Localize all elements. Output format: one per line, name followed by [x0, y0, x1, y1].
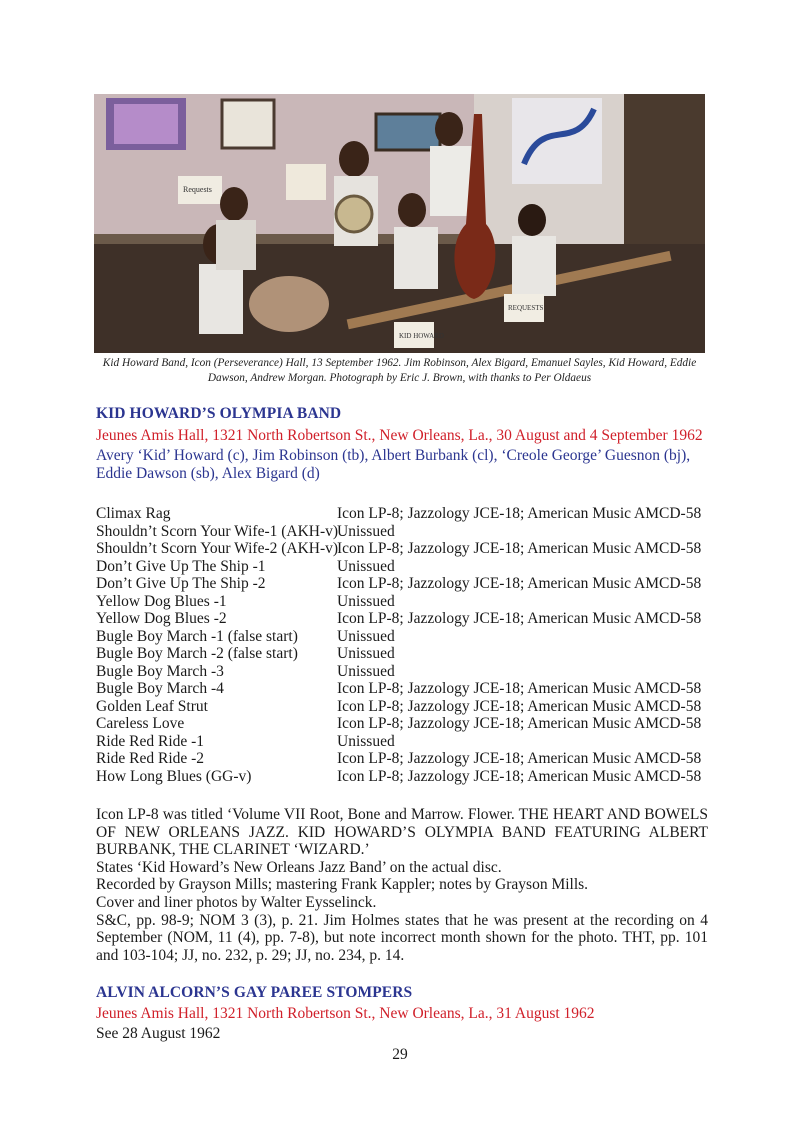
band-photo: [94, 94, 705, 353]
track-issue: Icon LP-8; Jazzology JCE-18; American Music AMCD-58: [337, 680, 702, 697]
track-issue: Unissued: [337, 662, 395, 680]
track-row: [96, 698, 716, 716]
track-title: Bugle Boy March -3: [96, 662, 224, 680]
track-title: Bugle Boy March -1 (false start): [96, 627, 298, 645]
track-row: [96, 540, 716, 558]
track-row: [96, 715, 716, 733]
cross-reference-note: See 28 August 1962: [96, 1025, 221, 1042]
track-issue: Unissued: [337, 522, 395, 540]
track-title: Bugle Boy March -2 (false start): [96, 645, 298, 662]
track-issue: Unissued: [337, 627, 395, 645]
photo-sign-left: Requests: [183, 185, 212, 194]
track-row: [96, 680, 716, 698]
session-personnel: Avery ‘Kid’ Howard (c), Jim Robinson (tb), Albert Burbank (cl), ‘Creole George’ Guesnon (bj), Eddie Dawson (sb), Alex Bigard (d): [96, 447, 691, 482]
track-row: [96, 610, 716, 628]
track-row: [96, 750, 716, 768]
track-row: [96, 768, 716, 786]
track-title: Bugle Boy March -4: [96, 680, 224, 697]
track-row: [96, 575, 716, 593]
session-notes: [96, 806, 708, 964]
session-venue: Jeunes Amis Hall, 1321 North Robertson St., New Orleans, La., 30 August and 4 September 1962: [96, 427, 703, 444]
track-issue: Icon LP-8; Jazzology JCE-18; American Music AMCD-58: [337, 610, 702, 627]
track-issue: Icon LP-8; Jazzology JCE-18; American Music AMCD-58: [337, 505, 702, 522]
track-title: Ride Red Ride -2: [96, 750, 205, 767]
track-issue: Icon LP-8; Jazzology JCE-18; American Music AMCD-58: [337, 750, 702, 767]
track-title: Don’t Give Up The Ship -1: [96, 557, 266, 575]
note-paragraph: S&C, pp. 98-9; NOM 3 (3), p. 21. Jim Holmes states that he was present at the recording on 4 September (NOM, 11 (4), pp. 7-8), but note incorrect month shown for the photo. THT, pp. 101 and 103-104; JJ, no. 232, p. 29; JJ, no. 234, p. 14.: [96, 911, 708, 964]
photo-caption: Kid Howard Band, Icon (Perseverance) Hall, 13 September 1962. Jim Robinson, Alex Bigard, Emanuel Sayles, Kid Howard, Eddie Dawson, Andrew Morgan. Photograph by Eric J. Brown, with thanks to Per Oldaeus: [102, 357, 697, 384]
note-paragraph: States ‘Kid Howard’s New Orleans Jazz Band’ on the actual disc.: [96, 858, 502, 876]
track-row: [96, 505, 716, 523]
photo-sign-bench: KID HOWARD: [399, 332, 444, 340]
track-issue: Unissued: [337, 557, 395, 575]
note-paragraph: Cover and liner photos by Walter Eysselinck.: [96, 893, 377, 911]
track-title: How Long Blues (GG-v): [96, 767, 252, 785]
track-issue: Icon LP-8; Jazzology JCE-18; American Music AMCD-58: [337, 540, 702, 557]
track-issue: Unissued: [337, 645, 395, 662]
track-list: [96, 505, 716, 785]
page-number: 29: [392, 1046, 408, 1063]
track-issue: Unissued: [337, 732, 395, 750]
track-issue: Icon LP-8; Jazzology JCE-18; American Music AMCD-58: [337, 697, 702, 715]
track-title: Don’t Give Up The Ship -2: [96, 575, 266, 592]
track-row: [96, 645, 716, 663]
section-title-kid-howard: KID HOWARD’S OLYMPIA BAND: [96, 405, 342, 422]
note-paragraph: Icon LP-8 was titled ‘Volume VII Root, Bone and Marrow. Flower. THE HEART AND BOWELS OF NEW ORLEANS JAZZ. KID HOWARD’S OLYMPIA BAND FEATURING ALBERT BURBANK, THE CLARINET ‘WIZARD.’: [96, 806, 708, 859]
track-issue: Icon LP-8; Jazzology JCE-18; American Music AMCD-58: [337, 575, 702, 592]
track-title: Yellow Dog Blues -1: [96, 592, 227, 610]
note-paragraph: Recorded by Grayson Mills; mastering Frank Kappler; notes by Grayson Mills.: [96, 876, 589, 894]
track-row: [96, 593, 716, 611]
track-title: Climax Rag: [96, 505, 171, 522]
track-issue: Icon LP-8; Jazzology JCE-18; American Music AMCD-58: [337, 715, 702, 732]
band-photo-illustration: [94, 94, 705, 353]
track-row: [96, 558, 716, 576]
track-title: Careless Love: [96, 715, 185, 732]
track-row: [96, 628, 716, 646]
track-title: Ride Red Ride -1: [96, 732, 205, 750]
track-row: [96, 523, 716, 541]
session-venue-2: Jeunes Amis Hall, 1321 North Robertson St., New Orleans, La., 31 August 1962: [96, 1005, 595, 1022]
track-title: Yellow Dog Blues -2: [96, 610, 227, 627]
track-row: [96, 663, 716, 681]
section-title-alvin-alcorn: ALVIN ALCORN’S GAY PAREE STOMPERS: [96, 984, 413, 1001]
photo-sign-right: REQUESTS: [508, 304, 544, 312]
track-title: Shouldn’t Scorn Your Wife-2 (AKH-v): [96, 540, 339, 557]
track-issue: Unissued: [337, 592, 395, 610]
track-issue: Icon LP-8; Jazzology JCE-18; American Music AMCD-58: [337, 767, 702, 785]
track-row: [96, 733, 716, 751]
track-title: Shouldn’t Scorn Your Wife-1 (AKH-v): [96, 522, 339, 540]
track-title: Golden Leaf Strut: [96, 697, 208, 715]
